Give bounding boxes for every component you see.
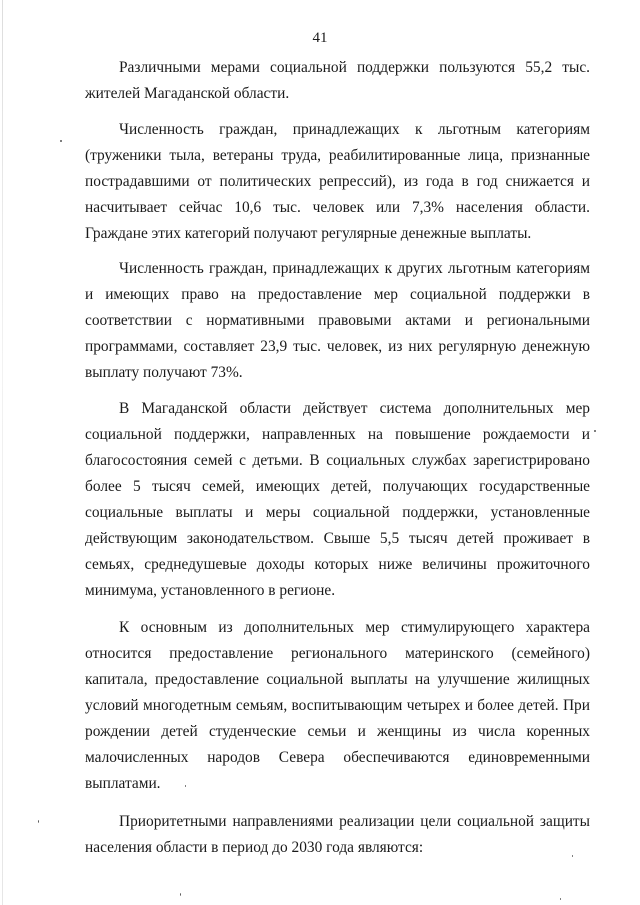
paragraph-other-categories: Численность граждан, принадлежащих к других льготным категориям и имеющих право на предоставление мер социальной поддержки в соответствии с нормативными правовыми актами и региональными программами, составляет 23,9 тыс. человек, из них регулярную денежную выплату получают 73%. [85,260,590,381]
paragraph-stimulating-measures: К основным из дополнительных мер стимулирующего характера относится предоставление регионального материнского (семейного) капитала, предоставление социальной выплаты на улучшение жилищных условий многодетным семьям, воспитывающим четырех и более детей. При рождении детей студенческие семьи и женщины из числа коренных малочисленных народов Севера обеспечиваются единовременными выплатами. [85,619,590,792]
scan-speck [572,855,573,857]
scan-edge [2,0,3,905]
body-text [85,55,590,873]
scan-speck [38,820,39,823]
page-number: 41 [312,30,328,46]
scan-speck [560,898,561,900]
paragraph-social-support-recipients: Различными мерами социальной поддержки пользуются 55,2 тыс. жителей Магаданской области. [85,59,590,102]
paragraph-family-support-system: В Магаданской области действует система дополнительных мер социальной поддержки, направленных на повышение рождаемости и благосостояния семей с детьми. В социальных службах зарегистрировано более 5 тысяч семей, имеющих детей, получающих государственные социальные выплаты и меры социальной поддержки, установленные действующим законодательством. Свыше 5,5 тысяч детей проживает в семьях, среднедушевые доходы которых ниже величины прожиточного минимума, установленного в регионе. [85,400,590,599]
scan-speck [60,140,62,142]
scan-speck [594,430,596,432]
paragraph-priority-directions: Приоритетными направлениями реализации цели социальной защиты населения области в период до 2030 года являются: [85,813,590,856]
scan-speck [180,893,181,896]
scan-speck [185,785,186,787]
paragraph-privileged-categories: Численность граждан, принадлежащих к льготным категориям (труженики тыла, ветераны труда, реабилитированные лица, признанные пострадавшими от политических репрессий), из года в год снижается и насчитывает сейчас 10,6 тыс. человек или 7,3% населения области. Граждане этих категорий получают регулярные денежные выплаты. [85,121,590,242]
